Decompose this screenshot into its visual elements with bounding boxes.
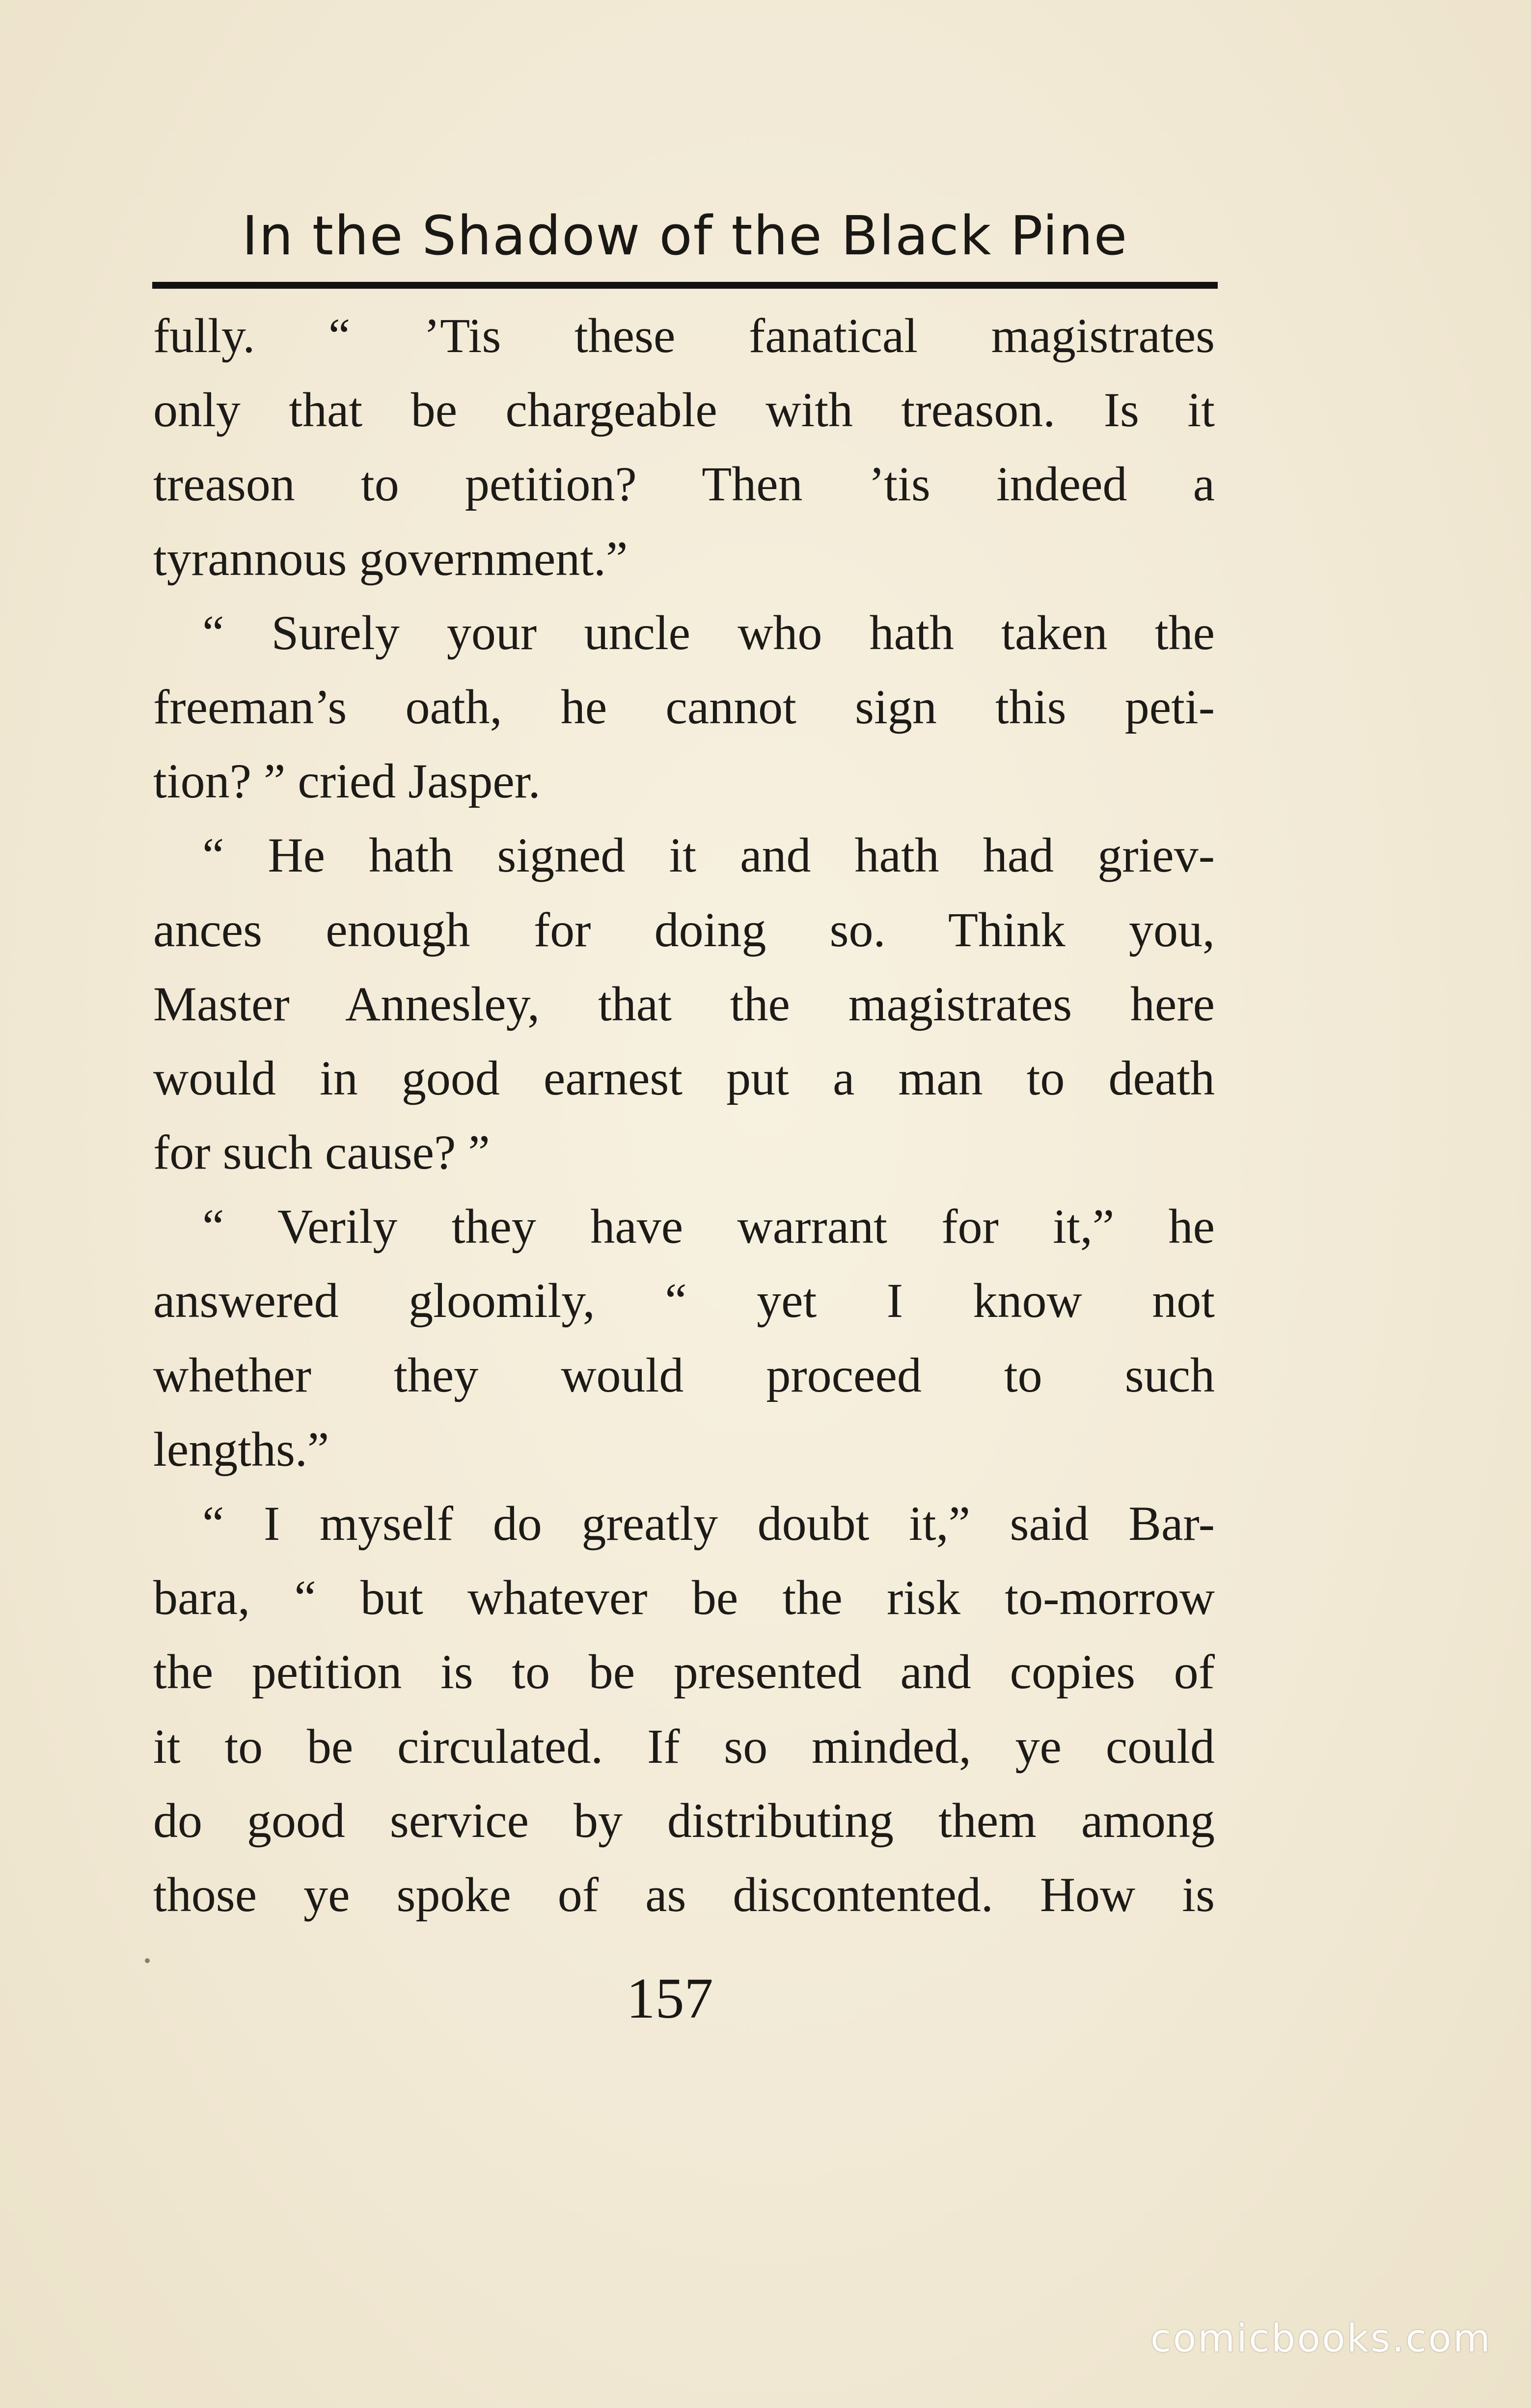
text-line: “ Surely your uncle who hath taken the xyxy=(202,605,1215,660)
text-line: would in good earnest put a man to death xyxy=(153,1050,1215,1105)
ink-speck xyxy=(145,1958,150,1963)
text-line: fully. “ ’Tis these fanatical magistrates xyxy=(153,308,1215,363)
text-line: lengths.” xyxy=(153,1422,329,1477)
text-line: tyrannous government.” xyxy=(153,531,628,586)
text-line: for such cause? ” xyxy=(153,1125,490,1180)
page-number: 157 xyxy=(626,1966,713,2030)
text-line: tion? ” cried Jasper. xyxy=(153,754,541,809)
watermark: comicbooks.com xyxy=(1150,2317,1492,2361)
text-line: Master Annesley, that the magistrates here xyxy=(153,976,1215,1031)
text-line: “ I myself do greatly doubt it,” said Bar- xyxy=(202,1496,1215,1551)
body-text xyxy=(153,299,1215,1932)
text-line: the petition is to be presented and copies of xyxy=(153,1644,1215,1699)
text-line: those ye spoke of as discontented. How is xyxy=(153,1867,1215,1922)
text-line: answered gloomily, “ yet I know not xyxy=(153,1273,1215,1328)
running-title: In the Shadow of the Black Pine xyxy=(242,204,1128,267)
page-header xyxy=(155,192,1215,280)
text-line: treason to petition? Then ’tis indeed a xyxy=(153,457,1215,512)
header-rule xyxy=(152,282,1218,289)
text-line: freeman’s oath, he cannot sign this peti- xyxy=(153,679,1215,734)
text-line: “ Verily they have warrant for it,” he xyxy=(202,1199,1215,1254)
text-line: whether they would proceed to such xyxy=(153,1347,1215,1402)
text-line: only that be chargeable with treason. Is it xyxy=(153,383,1215,438)
text-line: “ He hath signed it and hath had griev- xyxy=(202,828,1215,883)
text-line: bara, “ but whatever be the risk to-morrow xyxy=(153,1570,1215,1625)
text-line: ances enough for doing so. Think you, xyxy=(153,902,1215,957)
text-line: it to be circulated. If so minded, ye could xyxy=(153,1719,1215,1774)
text-line: do good service by distributing them among xyxy=(153,1793,1215,1848)
